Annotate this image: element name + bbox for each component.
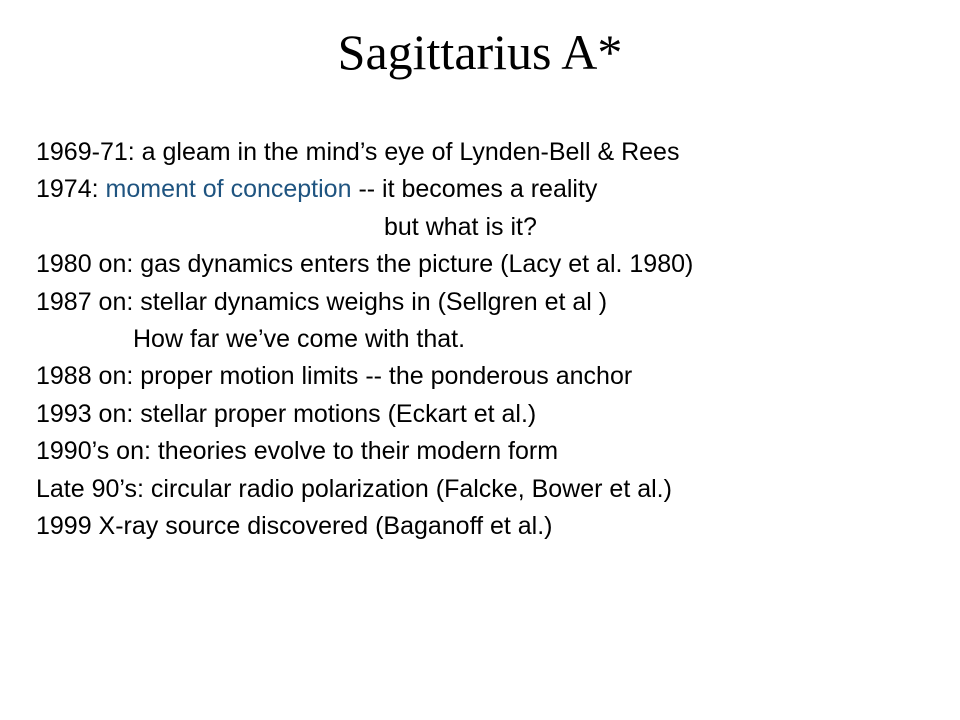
timeline-item-1974-suffix: -- it becomes a reality bbox=[351, 175, 598, 204]
timeline-list bbox=[36, 134, 936, 545]
slide-title: Sagittarius A* bbox=[337, 24, 623, 80]
timeline-item-1990s: 1990’s on: theories evolve to their modern form bbox=[36, 437, 559, 466]
timeline-item-late-90s: Late 90’s: circular radio polarization (Falcke, Bower et al.) bbox=[36, 474, 672, 503]
timeline-item-1987: 1987 on: stellar dynamics weighs in (Sellgren et al ) bbox=[36, 287, 608, 316]
timeline-item-1974 bbox=[36, 171, 936, 208]
timeline-item-1993: 1993 on: stellar proper motions (Eckart et al.) bbox=[36, 399, 537, 428]
timeline-item-1980: 1980 on: gas dynamics enters the picture (Lacy et al. 1980) bbox=[36, 250, 694, 279]
timeline-item-1999: 1999 X-ray source discovered (Baganoff et al.) bbox=[36, 512, 553, 541]
question-line: but what is it? bbox=[384, 212, 537, 241]
comment-line: How far we’ve come with that. bbox=[133, 325, 466, 354]
timeline-item-1988: 1988 on: proper motion limits -- the ponderous anchor bbox=[36, 362, 633, 391]
timeline-item-1974-prefix: 1974: bbox=[36, 175, 106, 204]
highlighted-phrase: moment of conception bbox=[105, 175, 352, 204]
timeline-item-1969: 1969-71: a gleam in the mind’s eye of Lynden-Bell & Rees bbox=[36, 138, 680, 166]
